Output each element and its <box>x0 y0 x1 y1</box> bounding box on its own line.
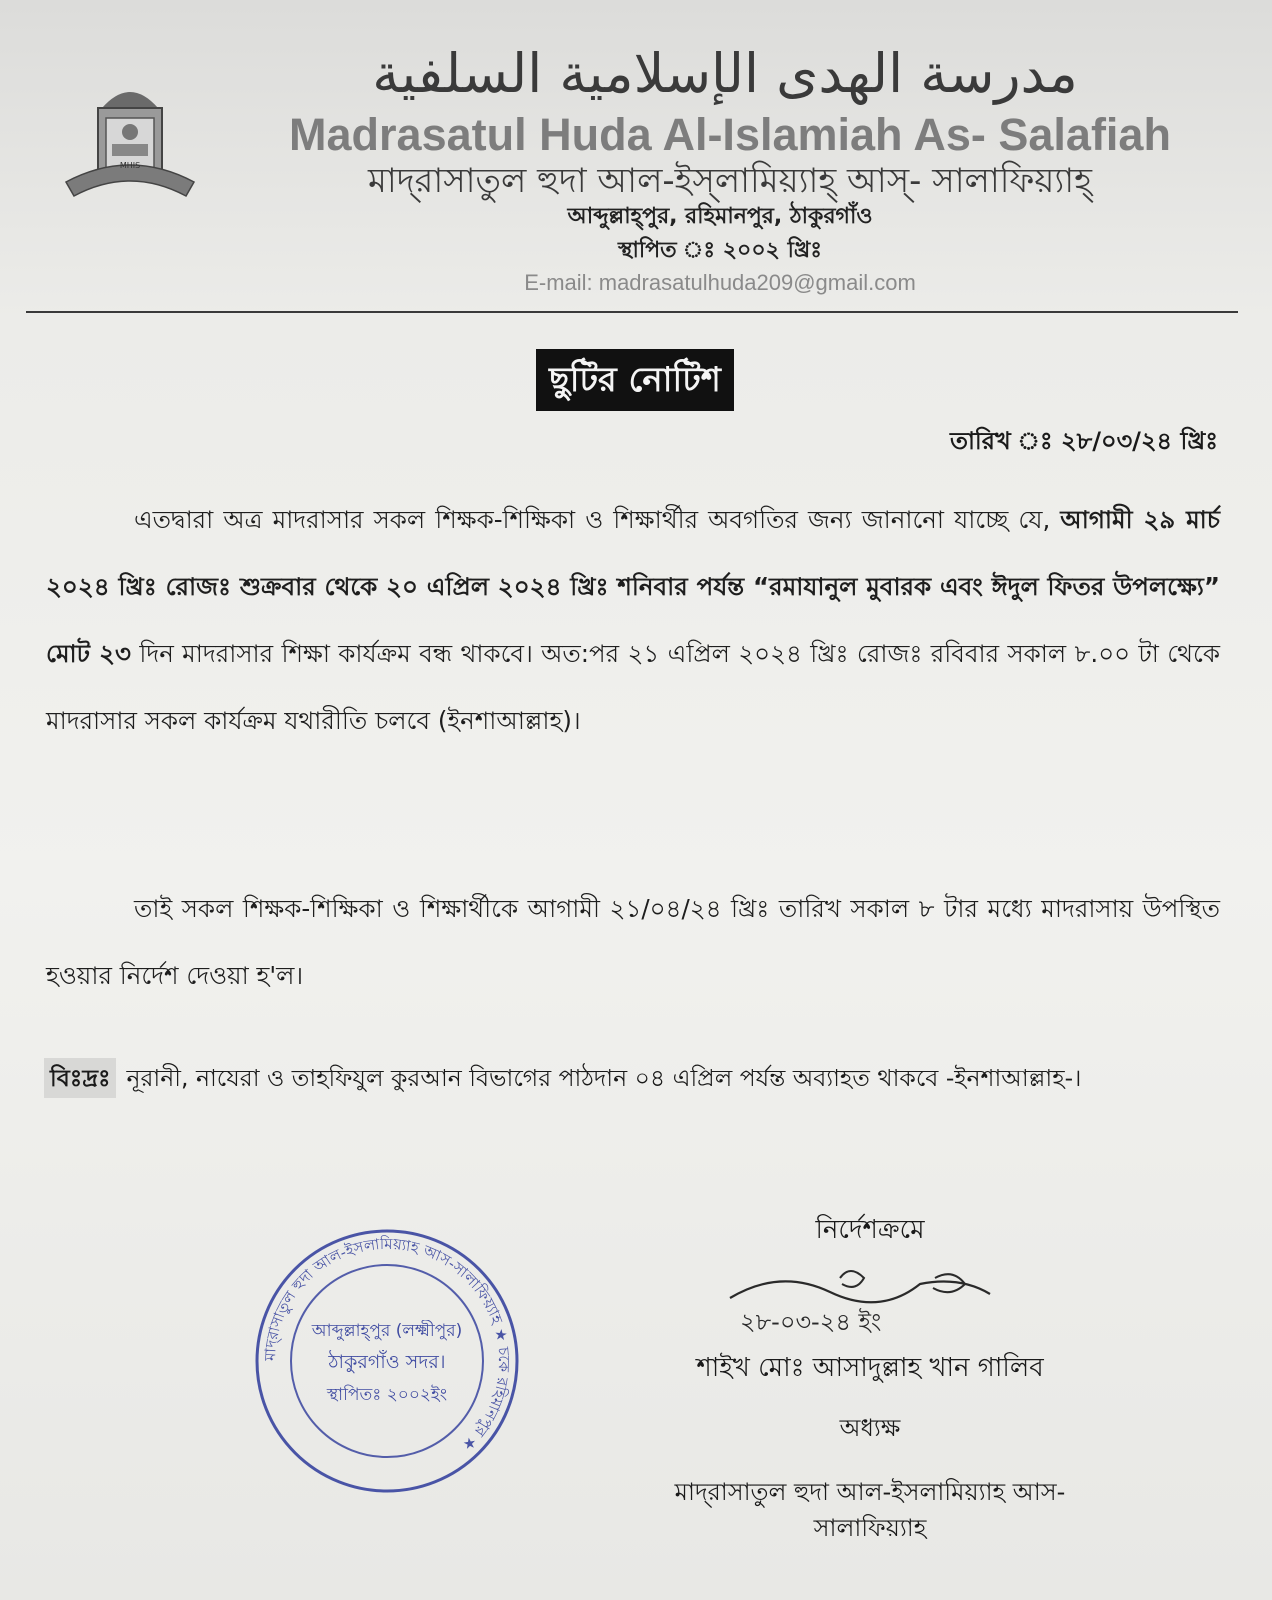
seal-outer-text: মাদ্‌রাসাতুল হুদা আল-ইসলামিয়্যাহ আস-সালাফিয়্যাহ ★ চকে রহিমানপুর ★ <box>260 1234 514 1455</box>
school-email: E-mail: madrasatulhuda209@gmail.com <box>524 270 916 295</box>
note-line <box>44 1058 1234 1098</box>
school-address: আব্দুল্লাহ্‌পুর, রহিমানপুর, ঠাকুরগাঁও <box>567 204 873 229</box>
notice-date: তারিখ ঃ ২৮/০৩/২৪ খ্রিঃ <box>949 427 1218 455</box>
handwritten-signature <box>720 1258 1020 1338</box>
seal-line-1: আব্দুল্লাহ্‌পুর (লক্ষ্মীপুর) <box>311 1321 463 1341</box>
note-text: নূরানী, নাযেরা ও তাহফিযুল কুরআন বিভাগের পাঠদান ০৪ এপ্রিল পর্যন্ত অব্যাহত থাকবে -ইনশাআল্লাহ-। <box>126 1064 1082 1092</box>
madrasa-emblem-icon <box>62 78 198 208</box>
paragraph-1-resume: দিন মাদরাসার শিক্ষা কার্যক্রম বন্ধ থাকবে। অত:পর ২১ এপ্রিল ২০২৪ খ্রিঃ রোজঃ রবিবার সকাল ৮.০০ টা থেকে মাদরাসার সকল কার্যক্রম যথারীতি চলবে (ইনশাআল্লাহ)। <box>46 639 1221 735</box>
seal-line-2: ঠাকুরগাঁও সদর। <box>328 1351 446 1373</box>
seal-line-3: স্থাপিতঃ ২০০২ইং <box>326 1385 448 1405</box>
notice-paragraph-2 <box>46 875 1220 1009</box>
paragraph-1-holiday-dates: আগামী ২৯ মার্চ ২০২৪ খ্রিঃ রোজঃ শুক্রবার থেকে ২০ এপ্রিল ২০২৪ খ্রিঃ শনিবার পর্যন্ত “রমাযানুল মুবারক এবং ঈদুল ফিতর উপলক্ষ্যে” মোট ২৩ <box>46 505 1221 668</box>
logo-text: MHIS <box>119 161 141 170</box>
established-year: স্থাপিত ঃ ২০০২ খ্রিঃ <box>617 238 823 263</box>
notice-paragraph-1 <box>46 486 1220 754</box>
school-name-bangla: মাদ্‌রাসাতুল হুদা আল-ইস্‌লামিয়্যাহ্‌ আস্‌- সালাফিয়্যাহ্‌ <box>368 161 1092 201</box>
principal-name: শাইখ মোঃ আসাদুল্লাহ খান গালিব <box>696 1353 1044 1383</box>
notice-title: ছুটির নোটিশ <box>536 349 734 411</box>
paragraph-2-text: তাই সকল শিক্ষক-শিক্ষিকা ও শিক্ষার্থীকে আগামী ২১/০৪/২৪ খ্রিঃ তারিখ সকাল ৮ টার মধ্যে মাদরাসায় উপস্থিত হওয়ার নির্দেশ দেওয়া হ'ল। <box>46 894 1220 990</box>
paragraph-1-intro: এতদ্বারা অত্র মাদরাসার সকল শিক্ষক-শিক্ষিকা ও শিক্ষার্থীর অবগতির জন্য জানানো যাচ্ছে যে, <box>134 505 1061 534</box>
signature-date: ২৮-০৩-২৪ ইং <box>740 1308 882 1336</box>
by-order-label: নির্দেশক্রমে <box>815 1215 925 1245</box>
header-divider <box>26 311 1238 313</box>
school-name-arabic: مدرسة الهدى الإسلامية السلفية <box>372 42 1078 105</box>
school-name-english: Madrasatul Huda Al-Islamiah As- Salafiah <box>289 109 1171 160</box>
note-label: বিঃদ্রঃ <box>44 1058 116 1098</box>
svg-text:মাদ্‌রাসাতুল হুদা আল-ইসলামিয়্ <box>261 1235 513 1455</box>
principal-title: অধ্যক্ষ <box>839 1414 901 1442</box>
signature-block <box>620 1210 1120 1542</box>
signatory-organization: মাদ্‌রাসাতুল হুদা আল-ইসলামিয়্যাহ আস-সালাফিয়্যাহ <box>674 1478 1066 1542</box>
official-seal-stamp <box>252 1226 522 1496</box>
